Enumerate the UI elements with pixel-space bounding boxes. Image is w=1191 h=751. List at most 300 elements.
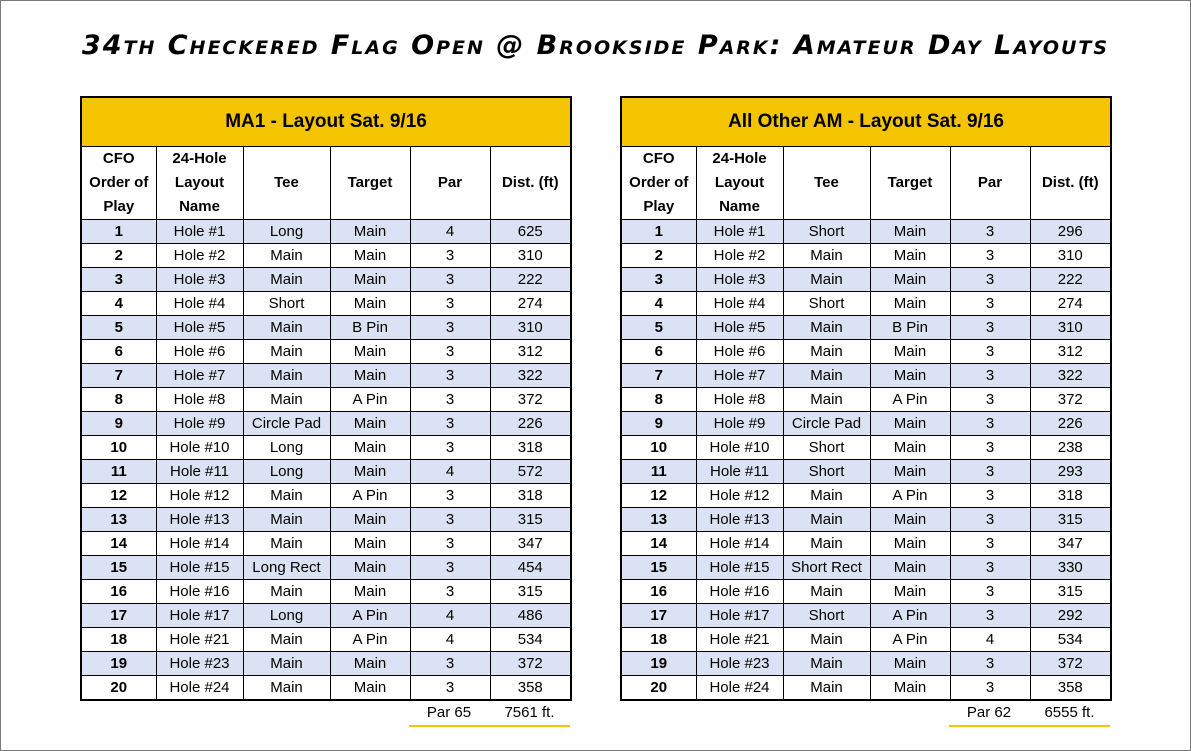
target-cell: Main xyxy=(330,364,410,388)
col-order-of-play: CFO Order of Play xyxy=(621,147,696,220)
par-cell: 3 xyxy=(950,340,1030,364)
par-cell: 3 xyxy=(410,508,490,532)
table-row xyxy=(81,268,571,292)
par-cell: 4 xyxy=(410,220,490,244)
table-row xyxy=(81,316,571,340)
target-cell: A Pin xyxy=(870,388,950,412)
order-cell: 15 xyxy=(81,556,156,580)
layout-name-cell: Hole #11 xyxy=(156,460,243,484)
layout-header: MA1 - Layout Sat. 9/16 xyxy=(81,97,571,147)
distance-cell: 625 xyxy=(490,220,571,244)
par-cell: 3 xyxy=(950,580,1030,604)
target-cell: Main xyxy=(870,412,950,436)
distance-cell: 322 xyxy=(1030,364,1111,388)
table-row xyxy=(621,460,1111,484)
par-cell: 3 xyxy=(950,292,1030,316)
tee-cell: Long xyxy=(243,436,330,460)
target-cell: Main xyxy=(870,244,950,268)
table-row xyxy=(621,244,1111,268)
tee-cell: Main xyxy=(783,244,870,268)
layout-rows xyxy=(81,220,571,701)
tee-cell: Main xyxy=(783,388,870,412)
target-cell: Main xyxy=(870,364,950,388)
par-cell: 3 xyxy=(410,652,490,676)
distance-cell: 358 xyxy=(490,676,571,701)
order-cell: 8 xyxy=(81,388,156,412)
order-cell: 19 xyxy=(81,652,156,676)
tee-cell: Main xyxy=(783,580,870,604)
order-cell: 5 xyxy=(81,316,156,340)
layout-name-cell: Hole #15 xyxy=(696,556,783,580)
order-cell: 16 xyxy=(621,580,696,604)
order-cell: 3 xyxy=(81,268,156,292)
tee-cell: Main xyxy=(783,484,870,508)
tee-cell: Main xyxy=(783,676,870,701)
table-row xyxy=(81,484,571,508)
table-row xyxy=(81,556,571,580)
table-row xyxy=(81,364,571,388)
tee-cell: Short xyxy=(783,292,870,316)
layout-name-cell: Hole #4 xyxy=(696,292,783,316)
tee-cell: Main xyxy=(783,340,870,364)
order-cell: 20 xyxy=(81,676,156,701)
target-cell: A Pin xyxy=(330,628,410,652)
target-cell: Main xyxy=(870,460,950,484)
tee-cell: Main xyxy=(243,244,330,268)
table-row xyxy=(621,268,1111,292)
order-cell: 18 xyxy=(81,628,156,652)
target-cell: A Pin xyxy=(870,604,950,628)
par-cell: 3 xyxy=(950,676,1030,701)
tee-cell: Short xyxy=(783,460,870,484)
tee-cell: Circle Pad xyxy=(783,412,870,436)
tee-cell: Long xyxy=(243,220,330,244)
layout-name-cell: Hole #14 xyxy=(696,532,783,556)
tee-cell: Main xyxy=(243,628,330,652)
par-cell: 3 xyxy=(410,436,490,460)
layout-name-cell: Hole #24 xyxy=(696,676,783,701)
layout-name-cell: Hole #7 xyxy=(696,364,783,388)
target-cell: Main xyxy=(330,436,410,460)
par-cell: 3 xyxy=(410,580,490,604)
total-distance: 6555 ft. xyxy=(1029,701,1110,727)
order-cell: 18 xyxy=(621,628,696,652)
par-cell: 3 xyxy=(950,460,1030,484)
layout-table xyxy=(620,96,1112,701)
distance-cell: 486 xyxy=(490,604,571,628)
layout-panel-all-other-am xyxy=(620,96,1110,727)
layout-name-cell: Hole #21 xyxy=(156,628,243,652)
order-cell: 10 xyxy=(81,436,156,460)
tee-cell: Main xyxy=(783,652,870,676)
par-cell: 3 xyxy=(410,532,490,556)
target-cell: Main xyxy=(330,556,410,580)
table-row xyxy=(621,652,1111,676)
order-cell: 9 xyxy=(621,412,696,436)
distance-cell: 330 xyxy=(1030,556,1111,580)
table-row xyxy=(621,436,1111,460)
col-tee: Tee xyxy=(783,147,870,220)
target-cell: Main xyxy=(330,532,410,556)
par-cell: 3 xyxy=(410,340,490,364)
distance-cell: 372 xyxy=(1030,388,1111,412)
tee-cell: Short xyxy=(783,604,870,628)
table-row xyxy=(621,340,1111,364)
table-row xyxy=(81,460,571,484)
layout-name-cell: Hole #12 xyxy=(696,484,783,508)
par-cell: 3 xyxy=(950,556,1030,580)
table-row xyxy=(81,580,571,604)
target-cell: A Pin xyxy=(870,484,950,508)
target-cell: A Pin xyxy=(330,604,410,628)
distance-cell: 226 xyxy=(1030,412,1111,436)
distance-cell: 372 xyxy=(490,652,571,676)
target-cell: Main xyxy=(330,220,410,244)
layout-name-cell: Hole #16 xyxy=(156,580,243,604)
col-par: Par xyxy=(950,147,1030,220)
par-cell: 3 xyxy=(950,388,1030,412)
table-row xyxy=(621,508,1111,532)
layout-name-cell: Hole #17 xyxy=(696,604,783,628)
target-cell: B Pin xyxy=(870,316,950,340)
order-cell: 1 xyxy=(621,220,696,244)
layout-name-cell: Hole #13 xyxy=(696,508,783,532)
par-cell: 3 xyxy=(410,676,490,701)
target-cell: Main xyxy=(330,244,410,268)
table-row xyxy=(621,364,1111,388)
target-cell: Main xyxy=(330,412,410,436)
table-row xyxy=(81,508,571,532)
table-row xyxy=(621,388,1111,412)
col-distance: Dist. (ft) xyxy=(1030,147,1111,220)
table-row xyxy=(621,412,1111,436)
order-cell: 4 xyxy=(81,292,156,316)
table-row xyxy=(621,628,1111,652)
distance-cell: 222 xyxy=(490,268,571,292)
target-cell: Main xyxy=(330,676,410,701)
distance-cell: 274 xyxy=(1030,292,1111,316)
par-cell: 3 xyxy=(410,244,490,268)
distance-cell: 310 xyxy=(490,316,571,340)
distance-cell: 296 xyxy=(1030,220,1111,244)
target-cell: Main xyxy=(330,268,410,292)
par-cell: 3 xyxy=(410,268,490,292)
layout-name-cell: Hole #1 xyxy=(156,220,243,244)
par-cell: 4 xyxy=(410,604,490,628)
par-cell: 3 xyxy=(950,316,1030,340)
par-cell: 4 xyxy=(950,628,1030,652)
tee-cell: Main xyxy=(243,340,330,364)
par-cell: 3 xyxy=(950,484,1030,508)
tee-cell: Main xyxy=(783,628,870,652)
target-cell: Main xyxy=(330,460,410,484)
table-row xyxy=(81,412,571,436)
table-row xyxy=(621,316,1111,340)
tee-cell: Main xyxy=(243,508,330,532)
order-cell: 11 xyxy=(81,460,156,484)
par-cell: 3 xyxy=(410,556,490,580)
layout-header: All Other AM - Layout Sat. 9/16 xyxy=(621,97,1111,147)
par-cell: 3 xyxy=(950,652,1030,676)
page-title: 34th Checkered Flag Open @ Brookside Park: Amateur Day Layouts xyxy=(81,30,1110,61)
tee-cell: Short xyxy=(783,220,870,244)
order-cell: 19 xyxy=(621,652,696,676)
table-row xyxy=(621,604,1111,628)
par-cell: 3 xyxy=(950,508,1030,532)
layout-name-cell: Hole #11 xyxy=(696,460,783,484)
table-row xyxy=(621,220,1111,244)
layout-name-cell: Hole #5 xyxy=(696,316,783,340)
layout-name-cell: Hole #17 xyxy=(156,604,243,628)
layout-name-cell: Hole #10 xyxy=(696,436,783,460)
tee-cell: Main xyxy=(783,268,870,292)
layout-name-cell: Hole #5 xyxy=(156,316,243,340)
target-cell: Main xyxy=(870,268,950,292)
layout-name-cell: Hole #23 xyxy=(696,652,783,676)
layout-table xyxy=(80,96,572,701)
order-cell: 8 xyxy=(621,388,696,412)
distance-cell: 315 xyxy=(1030,508,1111,532)
table-row xyxy=(621,556,1111,580)
target-cell: A Pin xyxy=(330,484,410,508)
target-cell: Main xyxy=(870,532,950,556)
order-cell: 14 xyxy=(81,532,156,556)
distance-cell: 315 xyxy=(1030,580,1111,604)
order-cell: 20 xyxy=(621,676,696,701)
target-cell: Main xyxy=(870,340,950,364)
order-cell: 5 xyxy=(621,316,696,340)
table-row xyxy=(81,652,571,676)
distance-cell: 318 xyxy=(1030,484,1111,508)
par-cell: 3 xyxy=(410,412,490,436)
distance-cell: 238 xyxy=(1030,436,1111,460)
target-cell: Main xyxy=(330,340,410,364)
par-cell: 4 xyxy=(410,460,490,484)
layout-name-cell: Hole #21 xyxy=(696,628,783,652)
tee-cell: Short Rect xyxy=(783,556,870,580)
table-row xyxy=(81,604,571,628)
table-row xyxy=(81,340,571,364)
layout-rows xyxy=(621,220,1111,701)
layout-name-cell: Hole #12 xyxy=(156,484,243,508)
order-cell: 1 xyxy=(81,220,156,244)
par-cell: 3 xyxy=(950,268,1030,292)
par-cell: 3 xyxy=(950,220,1030,244)
tee-cell: Main xyxy=(243,316,330,340)
distance-cell: 222 xyxy=(1030,268,1111,292)
tee-cell: Main xyxy=(243,676,330,701)
tee-cell: Main xyxy=(783,316,870,340)
table-row xyxy=(81,244,571,268)
target-cell: Main xyxy=(330,292,410,316)
order-cell: 10 xyxy=(621,436,696,460)
table-row xyxy=(81,436,571,460)
tee-cell: Main xyxy=(243,652,330,676)
distance-cell: 358 xyxy=(1030,676,1111,701)
tee-cell: Main xyxy=(783,364,870,388)
layout-name-cell: Hole #23 xyxy=(156,652,243,676)
order-cell: 14 xyxy=(621,532,696,556)
target-cell: A Pin xyxy=(870,628,950,652)
layout-name-cell: Hole #4 xyxy=(156,292,243,316)
tee-cell: Long xyxy=(243,604,330,628)
distance-cell: 372 xyxy=(490,388,571,412)
order-cell: 12 xyxy=(81,484,156,508)
target-cell: Main xyxy=(870,436,950,460)
distance-cell: 310 xyxy=(490,244,571,268)
tee-cell: Main xyxy=(243,364,330,388)
tee-cell: Main xyxy=(243,268,330,292)
layout-name-cell: Hole #8 xyxy=(156,388,243,412)
distance-cell: 572 xyxy=(490,460,571,484)
col-target: Target xyxy=(870,147,950,220)
par-cell: 4 xyxy=(410,628,490,652)
order-cell: 2 xyxy=(81,244,156,268)
order-cell: 9 xyxy=(81,412,156,436)
tee-cell: Short xyxy=(243,292,330,316)
target-cell: Main xyxy=(330,508,410,532)
target-cell: Main xyxy=(330,652,410,676)
distance-cell: 347 xyxy=(490,532,571,556)
par-cell: 3 xyxy=(950,412,1030,436)
layout-name-cell: Hole #3 xyxy=(156,268,243,292)
table-row xyxy=(81,532,571,556)
layout-name-cell: Hole #24 xyxy=(156,676,243,701)
distance-cell: 318 xyxy=(490,436,571,460)
layout-name-cell: Hole #2 xyxy=(156,244,243,268)
distance-cell: 274 xyxy=(490,292,571,316)
layout-name-cell: Hole #9 xyxy=(696,412,783,436)
table-row xyxy=(621,484,1111,508)
par-cell: 3 xyxy=(950,364,1030,388)
tee-cell: Main xyxy=(783,532,870,556)
layout-name-cell: Hole #13 xyxy=(156,508,243,532)
tee-cell: Long Rect xyxy=(243,556,330,580)
distance-cell: 292 xyxy=(1030,604,1111,628)
par-cell: 3 xyxy=(410,316,490,340)
layout-name-cell: Hole #7 xyxy=(156,364,243,388)
layout-name-cell: Hole #14 xyxy=(156,532,243,556)
distance-cell: 293 xyxy=(1030,460,1111,484)
order-cell: 17 xyxy=(621,604,696,628)
layout-name-cell: Hole #16 xyxy=(696,580,783,604)
distance-cell: 322 xyxy=(490,364,571,388)
layout-name-cell: Hole #2 xyxy=(696,244,783,268)
par-cell: 3 xyxy=(410,292,490,316)
col-layout-name: 24-Hole Layout Name xyxy=(156,147,243,220)
order-cell: 4 xyxy=(621,292,696,316)
order-cell: 17 xyxy=(81,604,156,628)
order-cell: 7 xyxy=(81,364,156,388)
distance-cell: 454 xyxy=(490,556,571,580)
distance-cell: 372 xyxy=(1030,652,1111,676)
order-cell: 13 xyxy=(621,508,696,532)
table-row xyxy=(81,628,571,652)
par-cell: 3 xyxy=(950,436,1030,460)
tee-cell: Circle Pad xyxy=(243,412,330,436)
col-distance: Dist. (ft) xyxy=(490,147,571,220)
table-row xyxy=(621,580,1111,604)
distance-cell: 310 xyxy=(1030,244,1111,268)
total-par: Par 62 xyxy=(949,701,1029,727)
col-layout-name: 24-Hole Layout Name xyxy=(696,147,783,220)
layout-name-cell: Hole #10 xyxy=(156,436,243,460)
distance-cell: 347 xyxy=(1030,532,1111,556)
col-tee: Tee xyxy=(243,147,330,220)
layout-panel-ma1 xyxy=(80,96,570,727)
layout-name-cell: Hole #8 xyxy=(696,388,783,412)
distance-cell: 312 xyxy=(490,340,571,364)
order-cell: 16 xyxy=(81,580,156,604)
col-target: Target xyxy=(330,147,410,220)
par-cell: 3 xyxy=(410,484,490,508)
layout-name-cell: Hole #3 xyxy=(696,268,783,292)
tee-cell: Main xyxy=(243,580,330,604)
target-cell: Main xyxy=(870,220,950,244)
target-cell: Main xyxy=(870,652,950,676)
par-cell: 3 xyxy=(950,604,1030,628)
order-cell: 13 xyxy=(81,508,156,532)
distance-cell: 312 xyxy=(1030,340,1111,364)
distance-cell: 534 xyxy=(490,628,571,652)
total-par: Par 65 xyxy=(409,701,489,727)
par-cell: 3 xyxy=(950,532,1030,556)
par-cell: 3 xyxy=(950,244,1030,268)
par-cell: 3 xyxy=(410,364,490,388)
distance-cell: 226 xyxy=(490,412,571,436)
distance-cell: 315 xyxy=(490,580,571,604)
target-cell: Main xyxy=(870,676,950,701)
tee-cell: Main xyxy=(243,532,330,556)
order-cell: 6 xyxy=(81,340,156,364)
layout-totals xyxy=(620,701,1110,727)
order-cell: 6 xyxy=(621,340,696,364)
target-cell: B Pin xyxy=(330,316,410,340)
distance-cell: 534 xyxy=(1030,628,1111,652)
distance-cell: 318 xyxy=(490,484,571,508)
order-cell: 12 xyxy=(621,484,696,508)
tee-cell: Main xyxy=(243,484,330,508)
table-row xyxy=(81,676,571,701)
order-cell: 7 xyxy=(621,364,696,388)
layout-name-cell: Hole #6 xyxy=(156,340,243,364)
col-order-of-play: CFO Order of Play xyxy=(81,147,156,220)
table-row xyxy=(81,388,571,412)
distance-cell: 315 xyxy=(490,508,571,532)
layout-name-cell: Hole #9 xyxy=(156,412,243,436)
par-cell: 3 xyxy=(410,388,490,412)
tee-cell: Short xyxy=(783,436,870,460)
table-row xyxy=(81,292,571,316)
table-row xyxy=(81,220,571,244)
layout-totals xyxy=(80,701,570,727)
col-par: Par xyxy=(410,147,490,220)
order-cell: 11 xyxy=(621,460,696,484)
target-cell: Main xyxy=(870,292,950,316)
layout-name-cell: Hole #15 xyxy=(156,556,243,580)
order-cell: 15 xyxy=(621,556,696,580)
tee-cell: Long xyxy=(243,460,330,484)
target-cell: A Pin xyxy=(330,388,410,412)
tee-cell: Main xyxy=(783,508,870,532)
layout-name-cell: Hole #1 xyxy=(696,220,783,244)
table-row xyxy=(621,532,1111,556)
table-row xyxy=(621,292,1111,316)
target-cell: Main xyxy=(330,580,410,604)
total-distance: 7561 ft. xyxy=(489,701,570,727)
target-cell: Main xyxy=(870,556,950,580)
table-row xyxy=(621,676,1111,701)
